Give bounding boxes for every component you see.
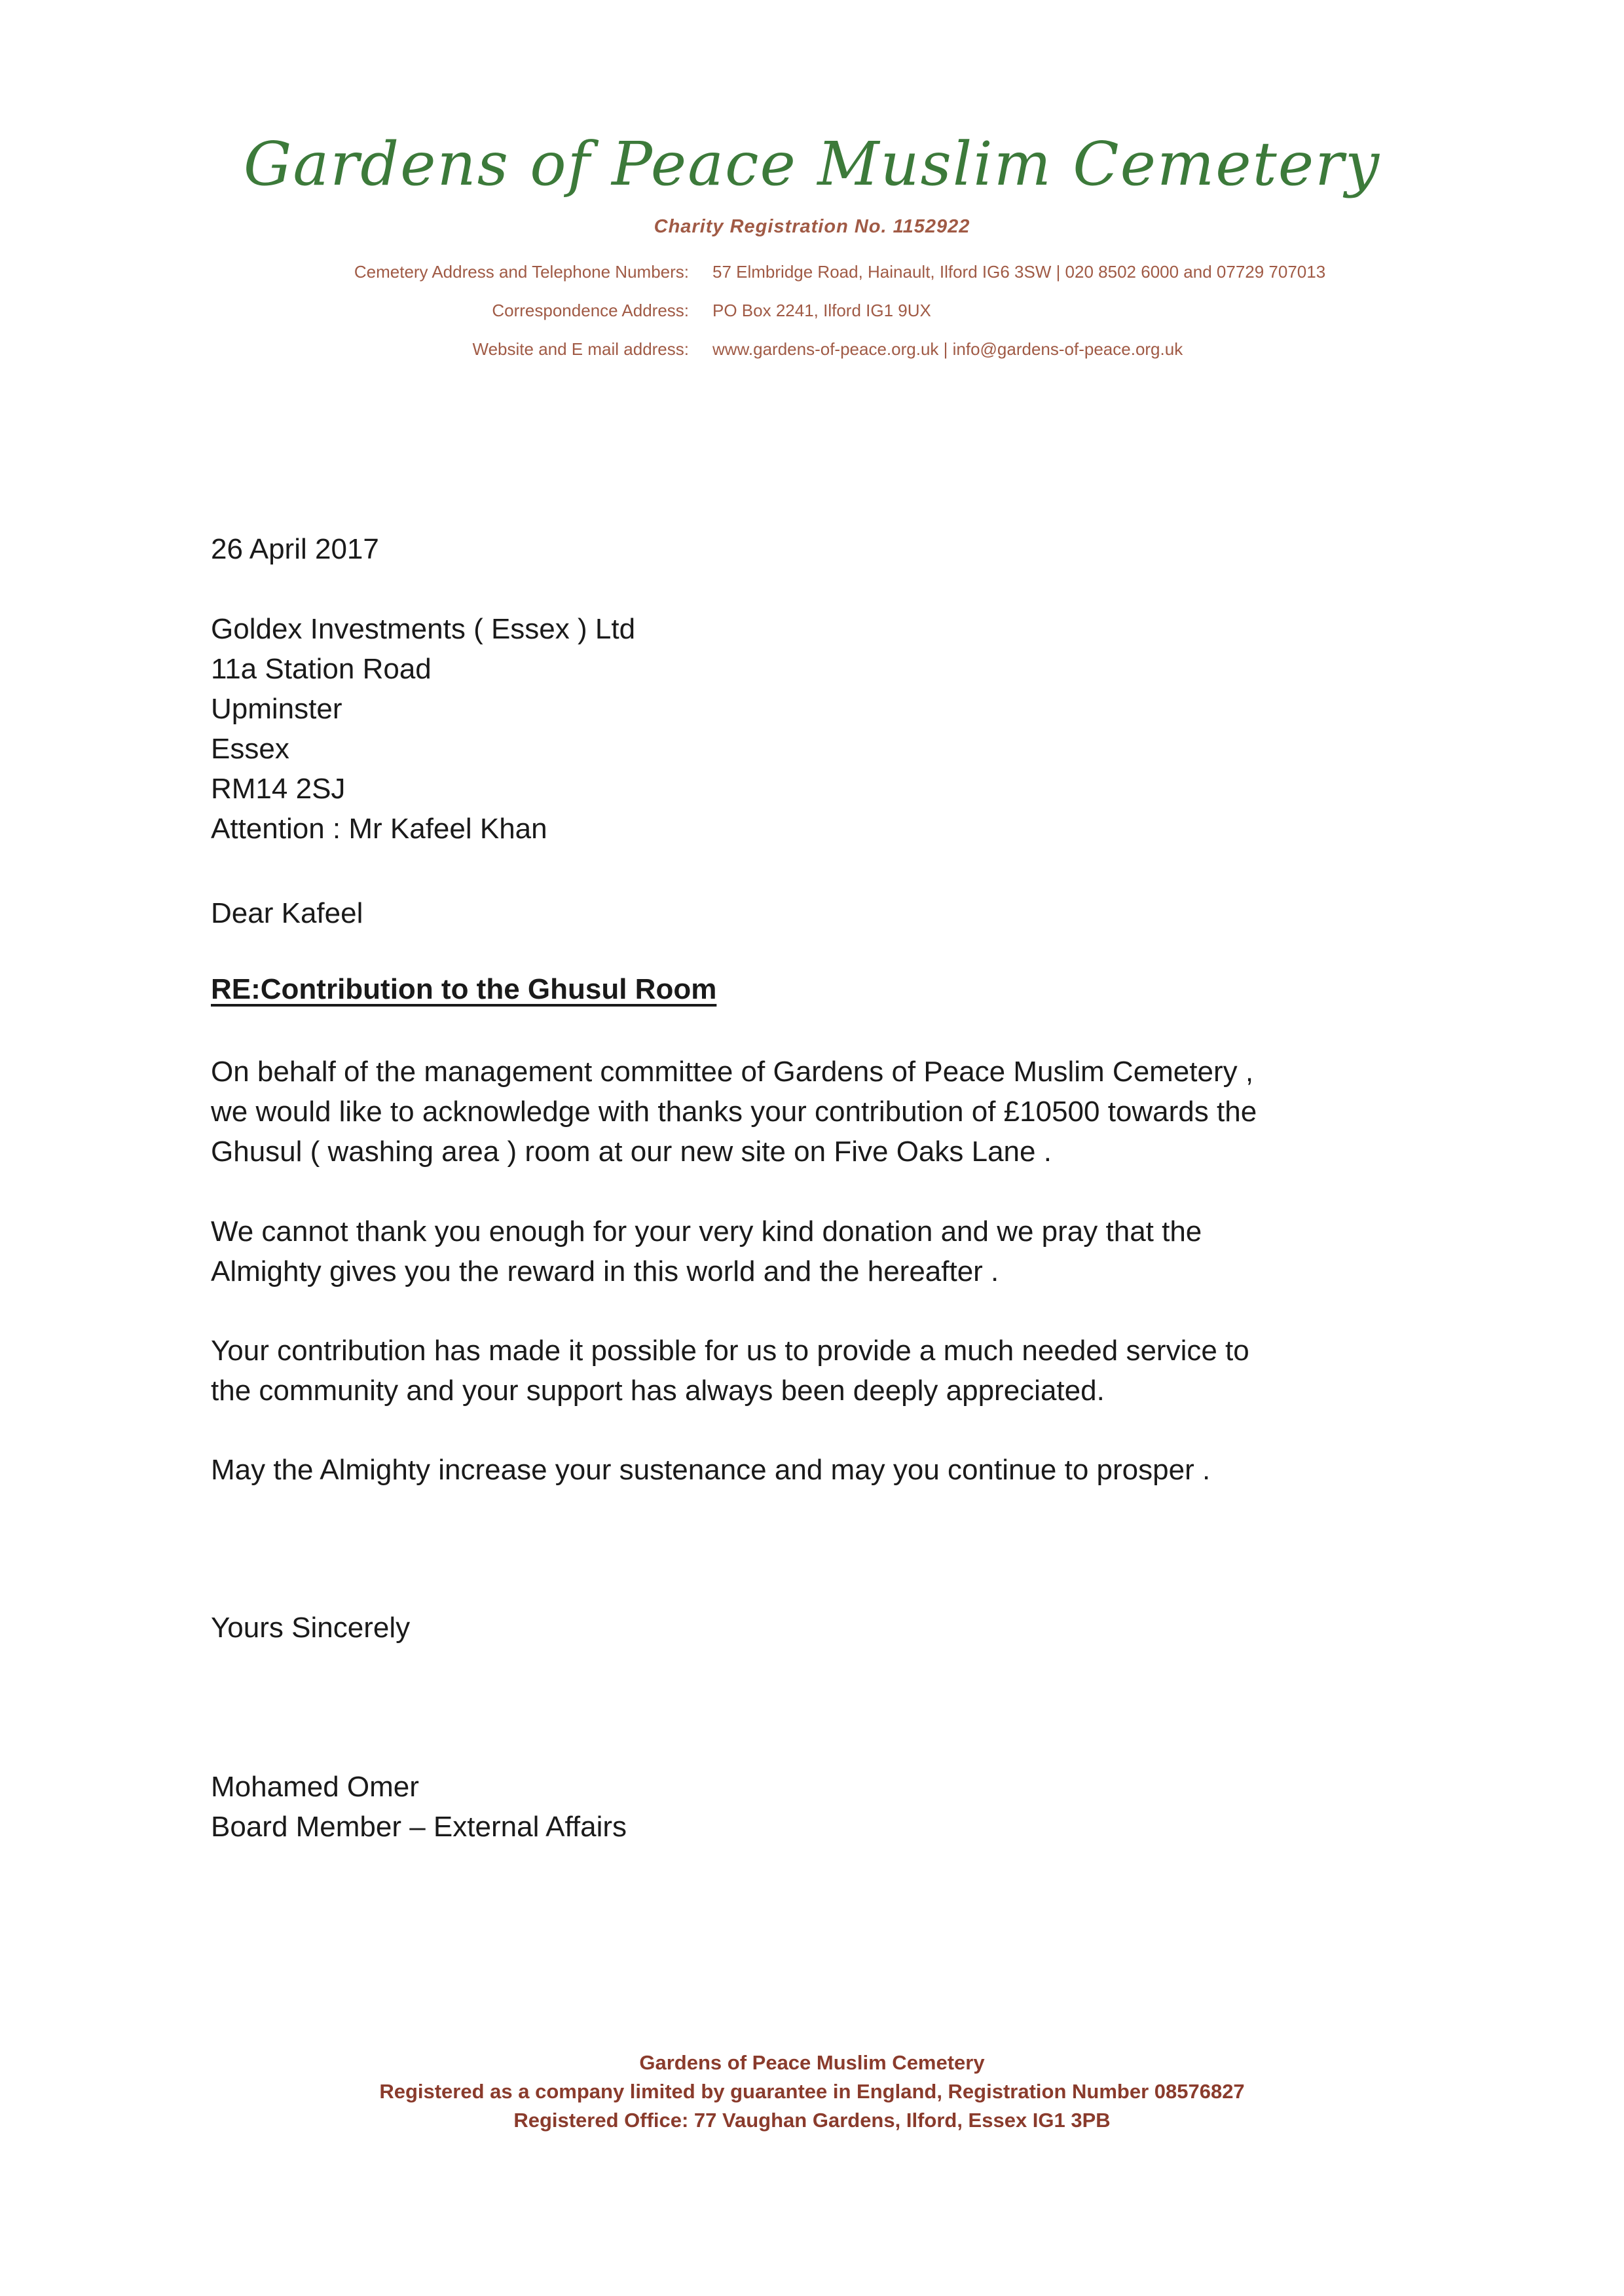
letter-subject: RE:Contribution to the Ghusul Room bbox=[211, 973, 717, 1005]
paragraph-line: We cannot thank you enough for your very kind donation and we pray that the bbox=[211, 1215, 1202, 1248]
paragraph-line: Your contribution has made it possible for us to provide a much needed service to bbox=[211, 1335, 1249, 1367]
correspondence-address-value: PO Box 2241, Ilford IG1 9UX bbox=[712, 301, 931, 320]
recipient-line: Essex bbox=[211, 733, 289, 765]
recipient-address bbox=[211, 609, 635, 849]
paragraph-3 bbox=[211, 1331, 1249, 1411]
paragraph-line: May the Almighty increase your sustenance and may you continue to prosper . bbox=[211, 1454, 1211, 1486]
recipient-line: RM14 2SJ bbox=[211, 773, 346, 805]
signatory-name: Mohamed Omer bbox=[211, 1771, 419, 1803]
paragraph-4 bbox=[211, 1450, 1210, 1490]
paragraph-2 bbox=[211, 1212, 1202, 1291]
footer-line: Gardens of Peace Muslim Cemetery bbox=[639, 2051, 985, 2074]
charity-registration: Charity Registration No. 1152922 bbox=[654, 216, 970, 237]
recipient-line: Upminster bbox=[211, 693, 342, 725]
paragraph-line: the community and your support has always been deeply appreciated. bbox=[211, 1375, 1105, 1407]
footer-line: Registered Office: 77 Vaughan Gardens, Ilford, Essex IG1 3PB bbox=[513, 2109, 1111, 2132]
signatory-title: Board Member – External Affairs bbox=[211, 1811, 627, 1843]
salutation: Dear Kafeel bbox=[211, 897, 363, 929]
closing: Yours Sincerely bbox=[211, 1612, 411, 1644]
letterhead-logo: Gardens of Peace Muslim Cemetery bbox=[243, 129, 1381, 199]
paragraph-1 bbox=[211, 1052, 1257, 1172]
paragraph-line: On behalf of the management committee of Gardens of Peace Muslim Cemetery , bbox=[211, 1056, 1254, 1088]
paragraph-line: Ghusul ( washing area ) room at our new site on Five Oaks Lane . bbox=[211, 1136, 1052, 1168]
website-email-label: Website and E mail address: bbox=[472, 339, 689, 359]
cemetery-address-value: 57 Elmbridge Road, Hainault, Ilford IG6 3SW | 020 8502 6000 and 07729 707013 bbox=[712, 262, 1326, 282]
recipient-line: Goldex Investments ( Essex ) Ltd bbox=[211, 613, 636, 645]
footer-line: Registered as a company limited by guarantee in England, Registration Number 08576827 bbox=[379, 2080, 1245, 2103]
paragraph-line: Almighty gives you the reward in this world and the hereafter . bbox=[211, 1255, 999, 1287]
paragraph-line: we would like to acknowledge with thanks your contribution of £10500 towards the bbox=[211, 1096, 1257, 1128]
letter-date: 26 April 2017 bbox=[211, 533, 379, 565]
website-email-value[interactable]: www.gardens-of-peace.org.uk | info@gardens-of-peace.org.uk bbox=[712, 339, 1183, 359]
cemetery-address-label: Cemetery Address and Telephone Numbers: bbox=[354, 262, 689, 282]
recipient-line: 11a Station Road bbox=[211, 653, 432, 685]
recipient-line: Attention : Mr Kafeel Khan bbox=[211, 813, 547, 845]
correspondence-address-label: Correspondence Address: bbox=[492, 301, 689, 320]
